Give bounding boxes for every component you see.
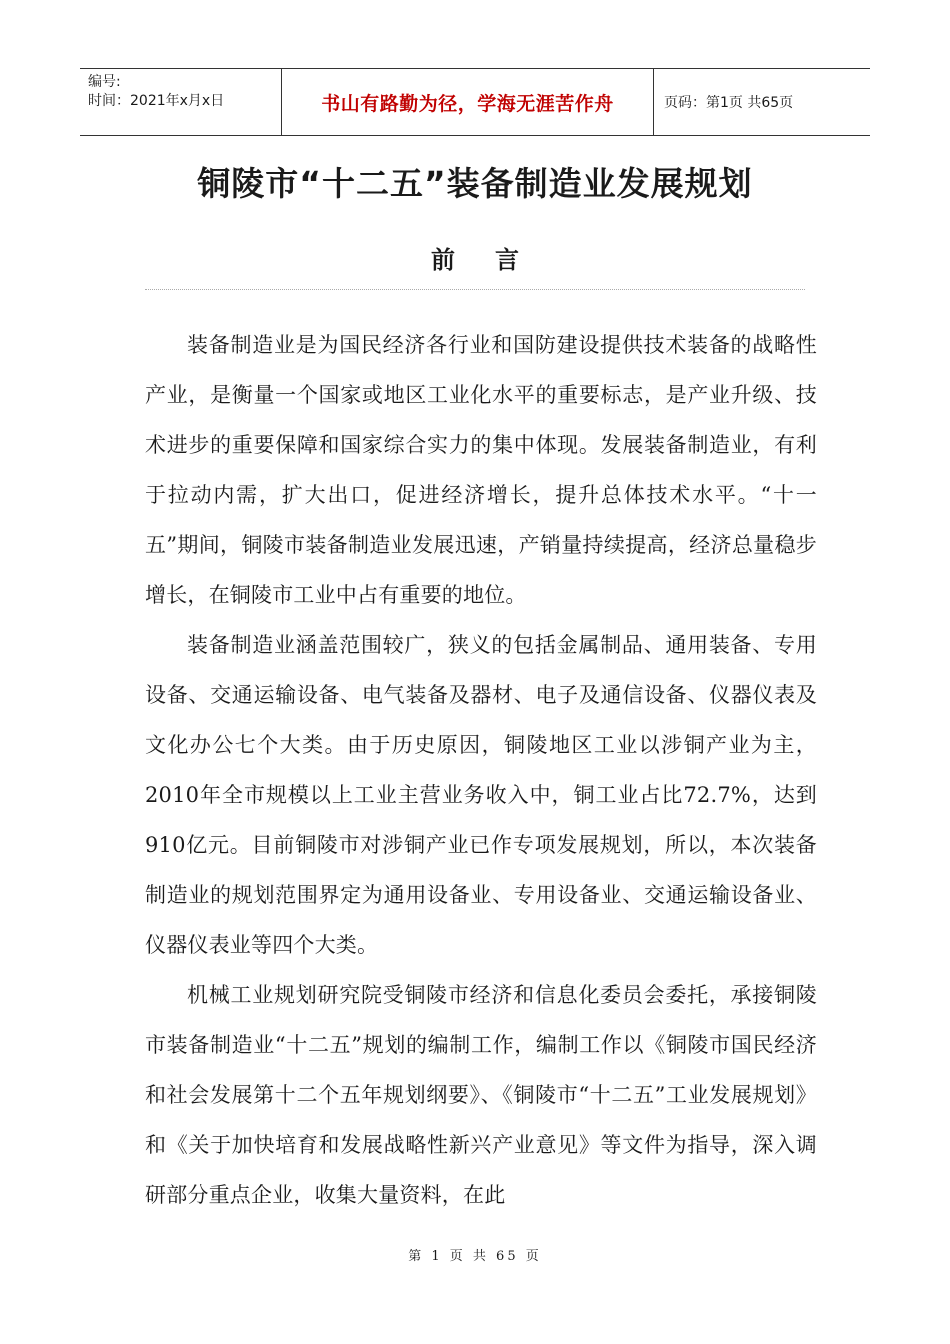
header-page-info: 页码：第1页 共65页 [664, 95, 794, 111]
document-title: 铜陵市“十二五”装备制造业发展规划 [197, 164, 753, 203]
header-meta [80, 69, 282, 135]
page-footer: 第 1 页 共 65 页 [408, 1249, 542, 1264]
paragraph: 装备制造业是为国民经济各行业和国防建设提供技术装备的战略性产业，是衡量一个国家或地区工业化水平的重要标志，是产业升级、技术进步的重要保障和国家综合实力的集中体现。发展装备制造业，有利于拉动内需，扩大出口，促进经济增长，提升总体技术水平。“十一五”期间，铜陵市装备制造业发展迅速，产销量持续提高，经济总量稳步增长，在铜陵市工业中占有重要的地位。 [145, 333, 817, 607]
document-header [80, 68, 870, 136]
code-label: 编号: [88, 74, 121, 90]
heading-divider [145, 289, 805, 290]
paragraph: 机械工业规划研究院受铜陵市经济和信息化委员会委托，承接铜陵市装备制造业“十二五”规划的编制工作，编制工作以《铜陵市国民经济和社会发展第十二个五年规划纲要》、《铜陵市“十二五”工业发展规划》和《关于加快培育和发展战略性新兴产业意见》等文件为指导，深入调研部分重点企业，收集大量资料，在此 [145, 983, 817, 1207]
header-motto: 书山有路勤为径，学海无涯苦作舟 [282, 69, 654, 135]
document-body [145, 320, 817, 1220]
paragraph: 装备制造业涵盖范围较广，狭义的包括金属制品、通用装备、专用设备、交通运输设备、电气装备及器材、电子及通信设备、仪器仪表及文化办公七个大类。由于历史原因，铜陵地区工业以涉铜产业为主，2010年全市规模以上工业主营业务收入中，铜工业占比72.7%，达到910亿元。目前铜陵市对涉铜产业已作专项发展规划，所以，本次装备制造业的规划范围界定为通用设备业、专用设备业、交通运输设备业、仪器仪表业等四个大类。 [145, 633, 817, 957]
section-heading: 前言 [431, 246, 559, 274]
time-label: 时间：2021年x月x日 [88, 93, 225, 109]
